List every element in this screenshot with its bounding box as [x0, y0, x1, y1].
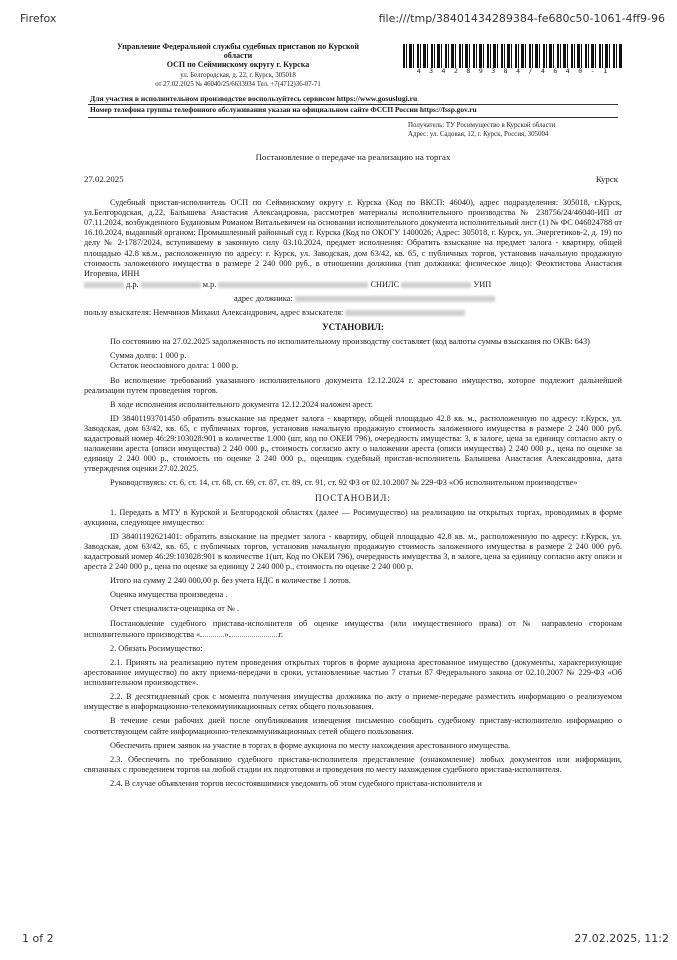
property-item-1: ID 38401193701450 обратить взыскание на предмет залога - квартиру, общей площадью 42.8 кв. м., расположенную по адресу: г.Курск, ул. Заводская, дом 63/42, кв. 65, с публичных торгов, установив начальную продажную стоимость заложенного имущества в размере 2 240 000 руб. кадастровый номер 46:29:103028:901 в количестве 1.000 (шт, код по ОКЕИ 796), очередность имущества: 3, в залоге, цена за единицу согласно акту о наложении ареста (описи имущества) 2 240 000 р., стоимость согласно акту о наложении ареста (описи имущества) 2 240 000 р., цена по оценке за единицу 2 240 000 р., стоимость по оценке 2 240 000 р., оценщик судебный пристав-исполнитель Балышева Анастасия Александровна, дата утверждения оценки 27.02.2025.: [84, 413, 622, 474]
claimant-line: [84, 308, 622, 318]
claimant-text: пользу взыскателя: Немчинов Михаил Александрович, адрес взыскателя:: [84, 308, 344, 318]
gosuslugi-notice: Для участия в исполнительном производстве воспользуйтесь сервисом https://www.gosuslugi.ru: [90, 94, 418, 103]
decree-line: [84, 619, 622, 640]
agency-line-2: области: [223, 51, 253, 61]
document-body: [84, 198, 622, 793]
decree-text: Постановление судебного пристава-исполнителя об оценке имущества (или имущественного права) от № направлено сторонам исполнительного производства «: [84, 618, 622, 639]
decree-quote-close: »: [224, 629, 229, 639]
document-barcode: [403, 44, 623, 74]
valuation-line: Оценка имущества произведена .: [110, 590, 228, 600]
redacted-field: [401, 282, 471, 288]
property-item-2: ID 38401192621401: обратить взыскание на предмет залога - квартиру, общей площадью 42.8 кв. м., расположенную по адресу: г.Курск, ул. Заводская, дом 63/42, кв. 65, с публичных торгов, установив начальную продажную стоимость заложенного имущества в размере 2 240 000 руб. кадастровый номер 46:29:103028:901 в количестве 1(шт, Код по ОКЕИ 796), очередность имущества 3, в залоге, цена за единицу согласно акту описи и ареста 2 240 000 р., цена по оценке за единицу 2 240 000 р., стоимость по оценке 2 240 000 р.: [84, 531, 622, 572]
decision-2-4: 2.4. В случае объявления торгов несостоявшимися уведомить об этом судебного пристава-исполнителя и: [110, 778, 482, 788]
debt-rest: Остаток неосновного долга: 1 000 р.: [110, 361, 239, 371]
report-line: Отчет специалиста-оценщика от № .: [110, 604, 240, 614]
agency-doc-number: от 27.02.2025 № 46040/25/6633934 Тел. +7(4712)36-07-71: [155, 81, 321, 89]
debt-sum: Сумма долга: 1 000 р.: [110, 351, 187, 361]
recipient-address: Адрес: ул. Садовая, 12, г. Курск, Россия, 305004: [408, 130, 549, 138]
debtor-address-label: адрес должника:: [234, 293, 293, 303]
print-datetime: 27.02.2025, 11:2: [574, 932, 669, 945]
page-counter: 1 of 2: [22, 932, 54, 945]
redacted-field: [345, 310, 465, 316]
divider-bottom: [88, 117, 618, 118]
intro-paragraph: Судебный пристав-исполнитель ОСП по Сейминскому округу г. Курска (Код по ВКСП: 46040), адрес подразделения: 305018, г.Курск, ул.Белгородская, д.22, Балышева Анастасия Александровна, рассмотрев материалы исполнительного производства № 238756/24/46040-ИП от 07.11.2024, возбужденного Будановым Романом Витальевичем на основании исполнительного документа исполнительный лист (1) № ФС 046024788 от 16.10.2024, выданный органом: Промышленный районный суд г. Курска (Код по ОКОГУ 1400026; Адрес: 305018, г. Курск, ул. Энергетиков-2, д. 19) по делу № 2-1787/2024, вступившему в законную силу 03.10.2024, предмет исполнения: Обратить взыскание на предмет залога - квартиру, общей площадью 42.8 кв.м., расположенную по адресу: г. Курск, ул. Заводская, дом 63/42, кв. 65, с публичных торгов, установив начальную продажную стоимость заложенного имущества в размере 2 240 000 руб., в отношении должника (тип должника: физическое лицо): Феоктистова Анастасия Игоревна, ИНН: [84, 198, 622, 278]
decree-year: г.: [278, 629, 284, 639]
decision-1: 1. Передать в МТУ в Курской и Белгородской областях (далее — Росимущество) на реализацию на открытых торгах, проводимых в форме аукциона, следующее имущество:: [84, 507, 622, 527]
decision-2-3: 2.3. Обеспечить по требованию судебного пристава-исполнителя представление (ознакомление) любых документов или информации, связанных с проведением торгов на любой стадии их подготовки и проведения по месту нахождения судебного пристава-исполнителя.: [84, 754, 622, 774]
redacted-debtor-line: [84, 280, 622, 290]
blank-month: [229, 629, 279, 637]
redacted-field: [141, 282, 201, 288]
decision-2-2-b: В течение семи рабочих дней после опубликования извещения письменно сообщить судебному приставу-исполнителю информацию о соответствующем сайте информационно-телекоммуникационных сетей общего пользования.: [84, 716, 622, 736]
recipient-name: Получатель: ТУ Росимущество в Курской области: [408, 122, 556, 129]
birth-date-label: д.р.: [126, 279, 139, 289]
browser-footer: [0, 932, 677, 946]
barcode-bars: [403, 44, 623, 68]
section-established: УСТАНОВИЛ:: [322, 322, 384, 333]
debtor-address-line: [84, 294, 622, 304]
document-city: Курск: [595, 174, 618, 184]
arrest-paragraph-1: Во исполнение требований указанного исполнительного документа 12.12.2024 г. арестовано имущество, которое подлежит дальнейшей реализации путем проведения торгов.: [84, 375, 622, 395]
snils-label: СНИЛС: [370, 279, 400, 289]
barcode-number: 4 3 4 2 8 9 3 8 4 / 4 6 4 0 - 1: [416, 67, 610, 75]
uip-label: УИП: [473, 279, 492, 289]
browser-header: [0, 10, 677, 24]
redacted-field: [218, 282, 368, 288]
decision-2-2-c: Обеспечить прием заявок на участие в торгах в форме аукциона по месту нахождения арестованного имущества.: [110, 740, 511, 750]
total-line: Итого на сумму 2 240 000,00 р. без учета НДС в количестве 1 лотов.: [110, 576, 351, 586]
file-url[interactable]: file:///tmp/38401434289384-fe680c50-1061-4ff9-96: [378, 12, 665, 25]
recipient-block: [408, 122, 618, 139]
phone-notice: Номер телефона группы телефонного обслуживания указан на официальном сайте ФССП России https://fssp.gov.ru: [90, 105, 477, 114]
agency-block: [88, 42, 388, 89]
decision-2: 2. Обязать Росимущество:: [110, 643, 203, 653]
browser-app-name: Firefox: [20, 12, 57, 25]
agency-address: ул. Белгородская, д. 22, г. Курск, 305018: [180, 71, 296, 79]
decision-2-1: 2.1. Принять на реализацию путем проведения открытых торгов в форме аукциона арестованное имущество (документы, характеризующие арестованное имущество) по акту приема-передачи в сроки, установленные частью 7 статьи 87 Федерального закона от 02.10.2007 № 229-ФЗ «Об исполнительном производстве».: [84, 657, 622, 688]
section-decided: ПОСТАНОВИЛ:: [315, 492, 391, 503]
debt-state: По состоянию на 27.02.2025 задолженность по исполнительному производству составляет (код валюты суммы взыскания по ОКВ: 643): [110, 337, 590, 347]
redacted-field: [84, 282, 124, 288]
redacted-field: [295, 296, 495, 302]
decision-2-2: 2.2. В десятидневный срок с момента получения имущества должника по акту о приеме-передаче разместить информацию о реализуемом имуществе в информационно-телекоммуникационных сетях общего пользования.: [84, 692, 622, 712]
document-date: 27.02.2025: [84, 174, 124, 184]
guided-by: Руководствуясь: ст. 6, ст. 14, ст. 68, ст. 69, ст. 87, ст. 89, ст. 91, ст. 92 ФЗ от 02.10.2007 № 229-ФЗ «Об исполнительном производстве»: [110, 478, 578, 488]
agency-line-1: Управление Федеральной службы судебных приставов по Курской: [117, 42, 359, 51]
agency-line-3: ОСП по Сейминскому округу г. Курска: [166, 60, 310, 70]
blank-day: [200, 629, 224, 637]
document-title: Постановление о передаче на реализацию на торгах: [255, 152, 451, 162]
arrest-paragraph-2: В ходе исполнения исполнительного документа 12.12.2024 наложен арест.: [110, 399, 373, 409]
birth-place-label: м.р.: [202, 279, 217, 289]
